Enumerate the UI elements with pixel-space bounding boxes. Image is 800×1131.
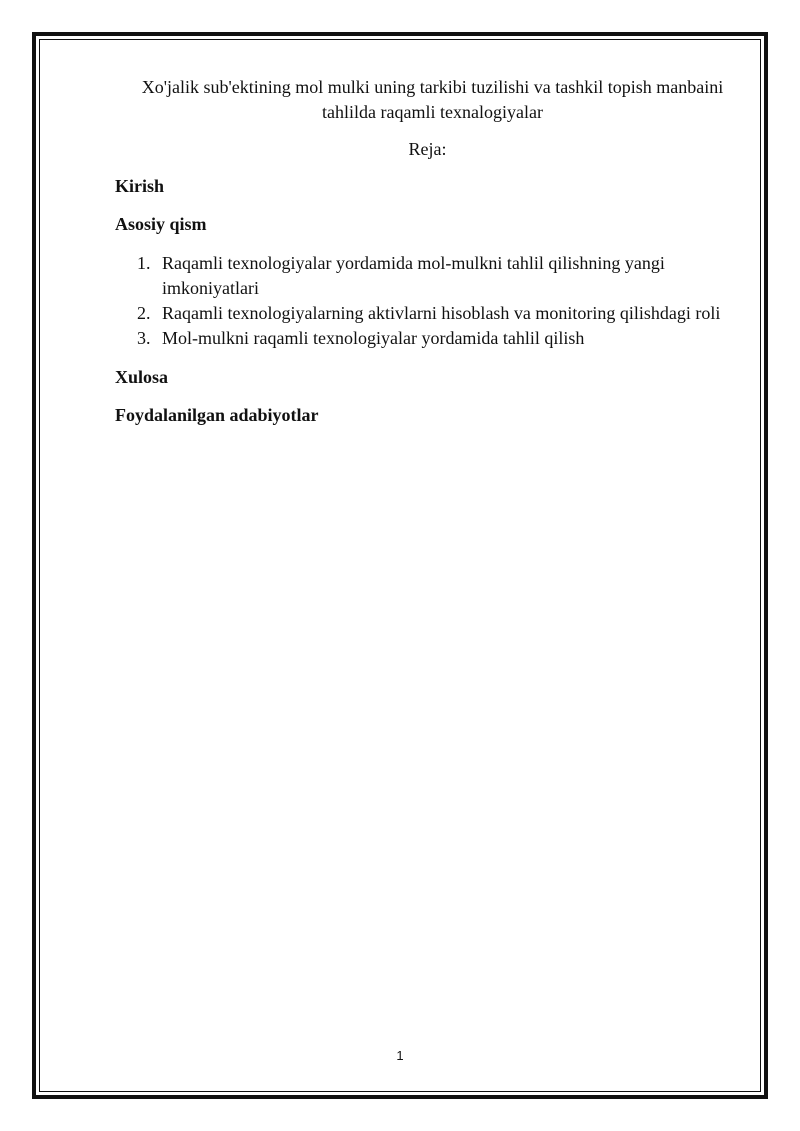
section-heading-intro: Kirish xyxy=(115,176,165,196)
list-item-number: 3. xyxy=(137,328,151,348)
list-item xyxy=(137,326,740,351)
document-title: Xo'jalik sub'ektining mol mulki uning tarkibi tuzilishi va tashkil topish manbaini tahlilda raqamli texnalogiyalar xyxy=(141,77,724,122)
section-heading-main: Asosiy qism xyxy=(115,214,207,234)
list-item xyxy=(137,301,740,326)
section-heading-references: Foydalanilgan adabiyotlar xyxy=(115,405,319,425)
plan-label: Reja: xyxy=(408,139,447,159)
list-item xyxy=(137,251,740,301)
list-item-text: Raqamli texnologiyalarning aktivlarni hisoblash va monitoring qilishdagi roli xyxy=(162,303,721,323)
plan-list xyxy=(115,251,740,351)
section-heading-conclusion: Xulosa xyxy=(115,367,169,387)
document-body xyxy=(115,75,740,428)
page-number: 1 xyxy=(396,1048,404,1063)
list-item-text: Raqamli texnologiyalar yordamida mol-mulkni tahlil qilishning yangi imkoniyatlari xyxy=(162,253,665,298)
list-item-number: 1. xyxy=(137,253,151,273)
list-item-text: Mol-mulkni raqamli texnologiyalar yordamida tahlil qilish xyxy=(162,328,585,348)
list-item-number: 2. xyxy=(137,303,151,323)
